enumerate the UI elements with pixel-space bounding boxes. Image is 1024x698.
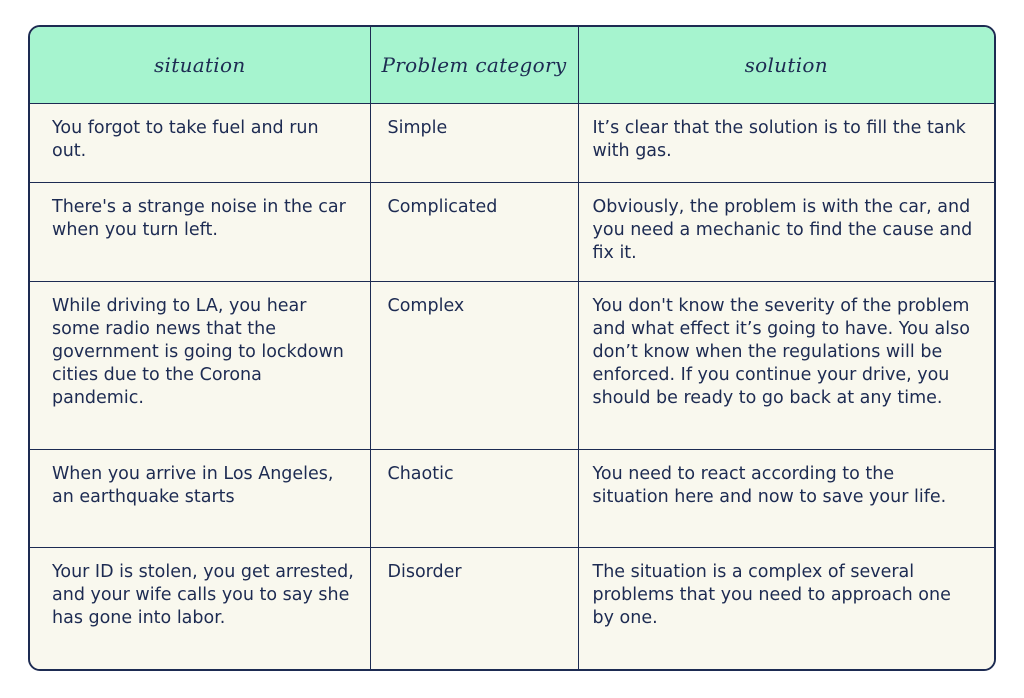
header-row bbox=[30, 27, 994, 103]
solution-cell: You don't know the severity of the problem and what effect it’s going to have. You also don’t know when the regulations will be enforced. If you continue your drive, you should be ready to go back at any time. bbox=[578, 281, 994, 449]
situation-cell: There's a strange noise in the car when you turn left. bbox=[30, 182, 370, 281]
category-cell: Complex bbox=[370, 281, 578, 449]
table bbox=[30, 27, 994, 671]
table-row bbox=[30, 449, 994, 547]
header-solution: solution bbox=[578, 27, 994, 103]
solution-cell: It’s clear that the solution is to fill the tank with gas. bbox=[578, 103, 994, 182]
situation-cell: Your ID is stolen, you get arrested, and your wife calls you to say she has gone into labor. bbox=[30, 547, 370, 671]
solution-cell: The situation is a complex of several problems that you need to approach one by one. bbox=[578, 547, 994, 671]
situation-cell: You forgot to take fuel and run out. bbox=[30, 103, 370, 182]
table-row bbox=[30, 182, 994, 281]
table-row bbox=[30, 547, 994, 671]
problem-category-table bbox=[28, 25, 996, 671]
header-situation: situation bbox=[30, 27, 370, 103]
solution-cell: You need to react according to the situation here and now to save your life. bbox=[578, 449, 994, 547]
situation-cell: When you arrive in Los Angeles, an earthquake starts bbox=[30, 449, 370, 547]
category-cell: Complicated bbox=[370, 182, 578, 281]
table-row bbox=[30, 281, 994, 449]
category-cell: Chaotic bbox=[370, 449, 578, 547]
table-row bbox=[30, 103, 994, 182]
solution-cell: Obviously, the problem is with the car, and you need a mechanic to find the cause and fix it. bbox=[578, 182, 994, 281]
header-problem-category: Problem category bbox=[370, 27, 578, 103]
situation-cell: While driving to LA, you hear some radio news that the government is going to lockdown cities due to the Corona pandemic. bbox=[30, 281, 370, 449]
category-cell: Disorder bbox=[370, 547, 578, 671]
category-cell: Simple bbox=[370, 103, 578, 182]
